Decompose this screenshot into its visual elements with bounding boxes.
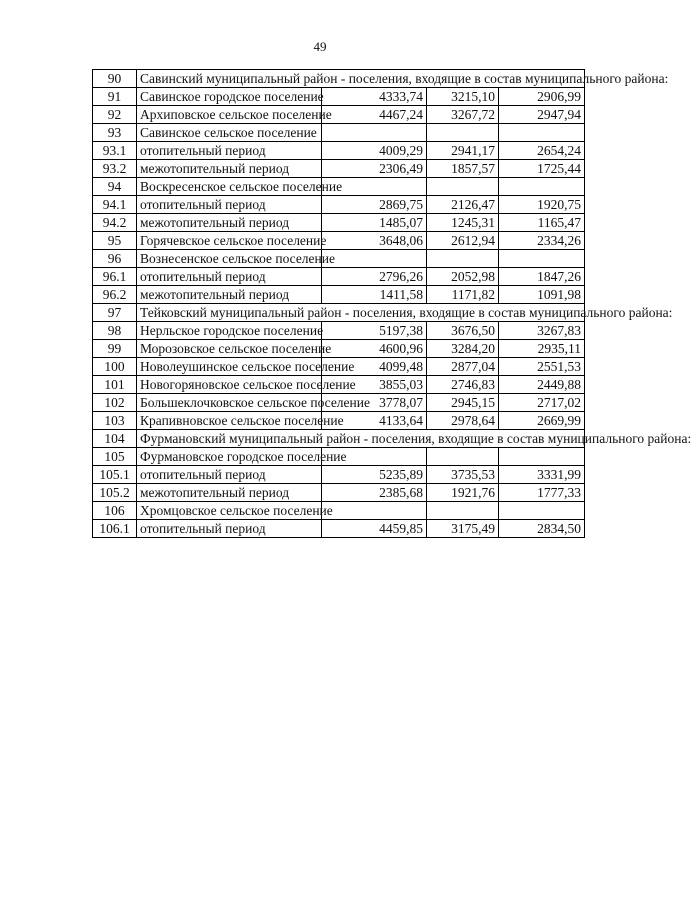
- settlement-name: Большеклочковское сельское поселение: [137, 394, 322, 412]
- value-cell-3: 2717,02: [499, 394, 585, 412]
- value-cell-3: 3331,99: [499, 466, 585, 484]
- value-cell-3: 2935,11: [499, 340, 585, 358]
- row-number: 104: [93, 430, 137, 448]
- value-cell-1: 4600,96: [322, 340, 427, 358]
- district-header: Тейковский муниципальный район - поселения, входящие в состав муниципального района:: [137, 304, 585, 322]
- row-number: 93.1: [93, 142, 137, 160]
- settlement-name: Вознесенское сельское поселение: [137, 250, 322, 268]
- settlement-name: межотопительный период: [137, 214, 322, 232]
- row-number: 93.2: [93, 160, 137, 178]
- row-number: 101: [93, 376, 137, 394]
- value-cell-3: 1920,75: [499, 196, 585, 214]
- value-cell-2: [427, 178, 499, 196]
- settlement-name: Архиповское сельское поселение: [137, 106, 322, 124]
- table-row: [93, 160, 585, 178]
- row-number: 105.1: [93, 466, 137, 484]
- value-cell-2: [427, 250, 499, 268]
- row-number: 96: [93, 250, 137, 268]
- value-cell-3: 2947,94: [499, 106, 585, 124]
- table-row: [93, 178, 585, 196]
- value-cell-1: 3855,03: [322, 376, 427, 394]
- value-cell-1: 2869,75: [322, 196, 427, 214]
- value-cell-1: 5235,89: [322, 466, 427, 484]
- row-number: 91: [93, 88, 137, 106]
- page-number: 49: [313, 39, 327, 54]
- table-row: [93, 286, 585, 304]
- value-cell-3: 1777,33: [499, 484, 585, 502]
- row-number: 90: [93, 70, 137, 88]
- value-cell-2: 3676,50: [427, 322, 499, 340]
- district-header-row: [93, 70, 585, 88]
- row-number: 94.2: [93, 214, 137, 232]
- row-number: 92: [93, 106, 137, 124]
- table-row: [93, 412, 585, 430]
- district-header-row: [93, 304, 585, 322]
- tariff-table-body: [93, 70, 691, 538]
- row-number: 95: [93, 232, 137, 250]
- value-cell-1: 4467,24: [322, 106, 427, 124]
- value-cell-1: 4133,64: [322, 412, 427, 430]
- value-cell-2: 3267,72: [427, 106, 499, 124]
- value-cell-3: 1165,47: [499, 214, 585, 232]
- value-cell-1: 3778,07: [322, 394, 427, 412]
- value-cell-1: 4009,29: [322, 142, 427, 160]
- table-row: [93, 322, 585, 340]
- settlement-name: отопительный период: [137, 520, 322, 538]
- settlement-name: отопительный период: [137, 142, 322, 160]
- settlement-name: межотопительный период: [137, 286, 322, 304]
- value-cell-3: [499, 502, 585, 520]
- value-cell-2: 1245,31: [427, 214, 499, 232]
- value-cell-2: 2945,15: [427, 394, 499, 412]
- value-cell-2: [427, 502, 499, 520]
- value-cell-3: 1091,98: [499, 286, 585, 304]
- row-number: 94: [93, 178, 137, 196]
- value-cell-1: 3648,06: [322, 232, 427, 250]
- value-cell-2: 2126,47: [427, 196, 499, 214]
- table-row: [93, 448, 585, 466]
- table-row: [93, 124, 585, 142]
- row-number: 93: [93, 124, 137, 142]
- value-cell-3: [499, 178, 585, 196]
- settlement-name: межотопительный период: [137, 484, 322, 502]
- value-cell-1: 2385,68: [322, 484, 427, 502]
- row-number: 106: [93, 502, 137, 520]
- value-cell-1: 4099,48: [322, 358, 427, 376]
- value-cell-1: [322, 250, 427, 268]
- settlement-name: Нерльское городское поселение: [137, 322, 322, 340]
- value-cell-2: 3284,20: [427, 340, 499, 358]
- table-row: [93, 106, 585, 124]
- value-cell-1: 2306,49: [322, 160, 427, 178]
- value-cell-3: 1725,44: [499, 160, 585, 178]
- value-cell-2: 3735,53: [427, 466, 499, 484]
- settlement-name: Хромцовское сельское поселение: [137, 502, 322, 520]
- value-cell-1: 1485,07: [322, 214, 427, 232]
- settlement-name: отопительный период: [137, 466, 322, 484]
- value-cell-2: 1171,82: [427, 286, 499, 304]
- row-number: 94.1: [93, 196, 137, 214]
- settlement-name: Воскресенское сельское поселение: [137, 178, 322, 196]
- table-row: [93, 142, 585, 160]
- value-cell-2: 2877,04: [427, 358, 499, 376]
- value-cell-1: 5197,38: [322, 322, 427, 340]
- table-row: [93, 484, 585, 502]
- value-cell-3: [499, 448, 585, 466]
- row-number: 99: [93, 340, 137, 358]
- value-cell-2: [427, 448, 499, 466]
- value-cell-2: [427, 124, 499, 142]
- row-number: 105: [93, 448, 137, 466]
- row-number: 98: [93, 322, 137, 340]
- table-row: [93, 88, 585, 106]
- settlement-name: Морозовское сельское поселение: [137, 340, 322, 358]
- table-row: [93, 268, 585, 286]
- value-cell-3: 2654,24: [499, 142, 585, 160]
- value-cell-1: [322, 502, 427, 520]
- value-cell-1: 2796,26: [322, 268, 427, 286]
- table-row: [93, 520, 585, 538]
- district-header: Савинский муниципальный район - поселения, входящие в состав муниципального района:: [137, 70, 585, 88]
- district-header: Фурмановский муниципальный район - поселения, входящие в состав муниципального района:: [137, 430, 585, 448]
- settlement-name: Крапивновское сельское поселение: [137, 412, 322, 430]
- table-row: [93, 250, 585, 268]
- table-row: [93, 196, 585, 214]
- value-cell-2: 3215,10: [427, 88, 499, 106]
- settlement-name: межотопительный период: [137, 160, 322, 178]
- value-cell-2: 2612,94: [427, 232, 499, 250]
- value-cell-3: 2906,99: [499, 88, 585, 106]
- table-row: [93, 232, 585, 250]
- settlement-name: Фурмановское городское поселение: [137, 448, 322, 466]
- value-cell-2: 2978,64: [427, 412, 499, 430]
- value-cell-2: 1857,57: [427, 160, 499, 178]
- value-cell-3: [499, 124, 585, 142]
- value-cell-1: [322, 124, 427, 142]
- row-number: 100: [93, 358, 137, 376]
- value-cell-3: 3267,83: [499, 322, 585, 340]
- value-cell-3: 2551,53: [499, 358, 585, 376]
- row-number: 105.2: [93, 484, 137, 502]
- table-row: [93, 214, 585, 232]
- value-cell-3: 2449,88: [499, 376, 585, 394]
- value-cell-2: 3175,49: [427, 520, 499, 538]
- value-cell-3: 2834,50: [499, 520, 585, 538]
- value-cell-1: 4333,74: [322, 88, 427, 106]
- row-number: 106.1: [93, 520, 137, 538]
- table-row: [93, 340, 585, 358]
- district-header-row: [93, 430, 585, 448]
- value-cell-3: 1847,26: [499, 268, 585, 286]
- settlement-name: Савинское городское поселение: [137, 88, 322, 106]
- value-cell-3: 2669,99: [499, 412, 585, 430]
- settlement-name: отопительный период: [137, 268, 322, 286]
- row-number: 96.1: [93, 268, 137, 286]
- value-cell-3: 2334,26: [499, 232, 585, 250]
- row-number: 103: [93, 412, 137, 430]
- settlement-name: Новогоряновское сельское поселение: [137, 376, 322, 394]
- value-cell-1: 1411,58: [322, 286, 427, 304]
- tariff-table: [92, 69, 691, 538]
- table-row: [93, 376, 585, 394]
- value-cell-2: 1921,76: [427, 484, 499, 502]
- table-row: [93, 394, 585, 412]
- table-row: [93, 358, 585, 376]
- settlement-name: Савинское сельское поселение: [137, 124, 322, 142]
- row-number: 97: [93, 304, 137, 322]
- table-row: [93, 466, 585, 484]
- value-cell-2: 2941,17: [427, 142, 499, 160]
- settlement-name: Горячевское сельское поселение: [137, 232, 322, 250]
- row-number: 102: [93, 394, 137, 412]
- settlement-name: отопительный период: [137, 196, 322, 214]
- value-cell-3: [499, 250, 585, 268]
- value-cell-2: 2052,98: [427, 268, 499, 286]
- table-row: [93, 502, 585, 520]
- settlement-name: Новолеушинское сельское поселение: [137, 358, 322, 376]
- value-cell-1: 4459,85: [322, 520, 427, 538]
- row-number: 96.2: [93, 286, 137, 304]
- value-cell-2: 2746,83: [427, 376, 499, 394]
